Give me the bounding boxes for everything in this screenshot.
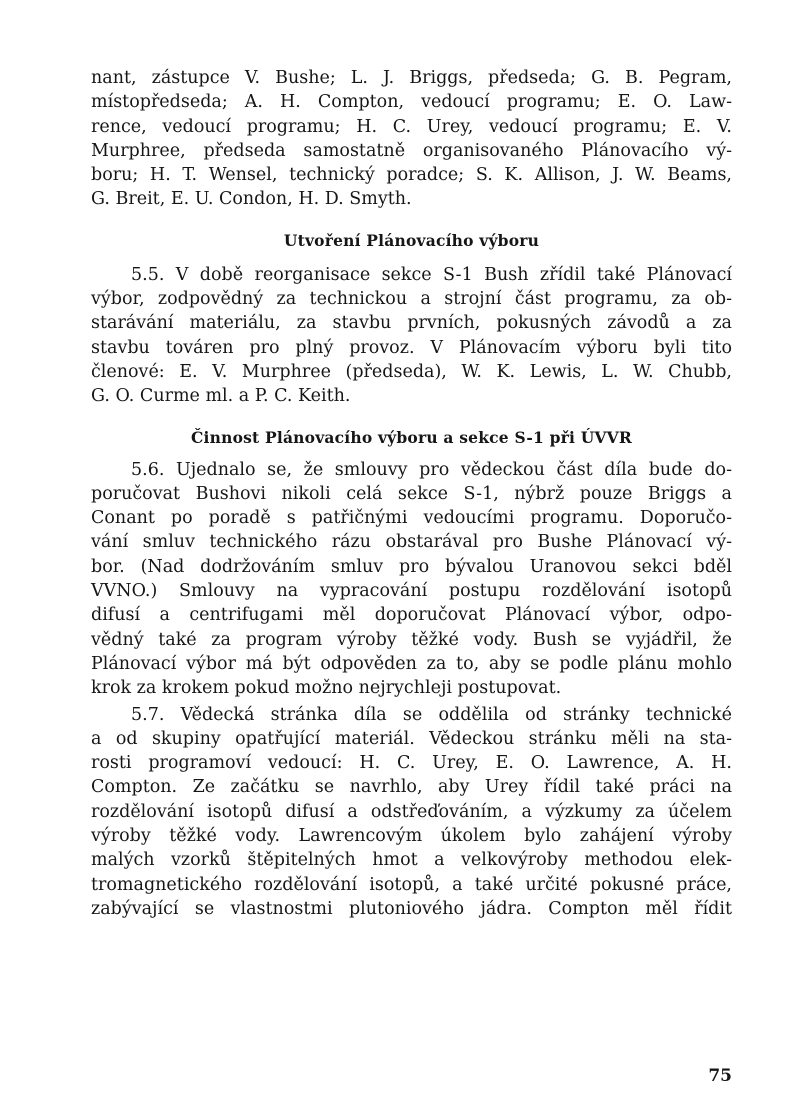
intro-paragraph (91, 66, 732, 212)
text-line: starávání materiálu, za stavbu prvních, pokusných závodů a za (91, 313, 732, 334)
text-line: Murphree, předseda samostatně organisovaného Plánovacího vý- (91, 140, 732, 161)
text-line: krok za krokem pokud možno nejrychleji postupovat. (91, 678, 562, 699)
text-line: G. O. Curme ml. a P. C. Keith. (91, 386, 351, 407)
text-line: Conant po poradě s patřičnými vedoucími programu. Doporučo- (91, 508, 732, 529)
text-line: nant, zástupce V. Bushe; L. J. Briggs, předseda; G. B. Pegram, (91, 68, 732, 88)
text-line: výbor, zodpovědný za technickou a strojní část programu, za ob- (91, 289, 732, 310)
text-line: 5.5. V době reorganisace sekce S-1 Bush zřídil také Plánovací (131, 264, 732, 285)
paragraph-5-6 (91, 458, 732, 701)
text-line: Plánovací výbor má být odpověden za to, aby se podle plánu mohlo (91, 653, 732, 674)
text-line: malých vzorků štěpitelných hmot a velkovýroby methodou elek- (91, 850, 732, 871)
text-line: a od skupiny opatřující materiál. Vědeckou stránku měli na sta- (91, 728, 732, 749)
text-line: 5.7. Vědecká stránka díla se oddělila od stránky technické (131, 704, 732, 725)
paragraph-5-5 (91, 263, 732, 409)
text-line: rozdělování isotopů difusí a odstřeďováním, a výzkumy za účelem (91, 801, 732, 822)
text-line: G. Breit, E. U. Condon, H. D. Smyth. (91, 189, 412, 210)
page-number: 75 (708, 1066, 732, 1086)
text-line: členové: E. V. Murphree (předseda), W. K. Lewis, L. W. Chubb, (91, 361, 732, 382)
text-line: výroby těžké vody. Lawrencovým úkolem bylo zahájení výroby (91, 826, 732, 847)
text-line: difusí a centrifugami měl doporučovat Plánovací výbor, odpo- (91, 605, 732, 626)
section-heading: Utvoření Plánovacího výboru (283, 230, 540, 250)
text-line: tromagnetického rozdělování isotopů, a také určité pokusné práce, (91, 874, 732, 895)
paragraph-5-7 (91, 703, 732, 922)
text-line: boru; H. T. Wensel, technický poradce; S. K. Allison, J. W. Beams, (91, 165, 732, 186)
text-line: rosti programoví vedoucí: H. C. Urey, E. O. Lawrence, A. H. (91, 753, 732, 774)
text-line: zabývající se vlastnostmi plutoniového jádra. Compton měl řídit (91, 898, 732, 919)
text-line: 5.6. Ujednalo se, že smlouvy pro vědeckou část díla bude do- (131, 459, 732, 480)
text-line: vědný také za program výroby těžké vody. Bush se vyjádřil, že (91, 629, 732, 650)
text-line: stavbu továren pro plný provoz. V Plánovacím výboru byli tito (91, 337, 732, 358)
text-line: Compton. Ze začátku se navrhlo, aby Urey řídil také práci na (91, 777, 732, 798)
text-line: poručovat Bushovi nikoli celá sekce S-1, nýbrž pouze Briggs a (91, 483, 732, 504)
text-line: bor. (Nad dodržováním smluv pro bývalou Uranovou sekci bděl (91, 556, 732, 577)
section-heading: Činnost Plánovacího výboru a sekce S-1 při ÚVVR (191, 427, 632, 447)
text-line: rence, vedoucí programu; H. C. Urey, vedoucí programu; E. V. (91, 116, 732, 137)
text-line: VVNO.) Smlouvy na vypracování postupu rozdělování isotopů (91, 581, 732, 602)
text-line: místopředseda; A. H. Compton, vedoucí programu; E. O. Law- (91, 92, 732, 113)
text-line: vání smluv technického rázu obstarával pro Bushe Plánovací vý- (91, 532, 732, 553)
